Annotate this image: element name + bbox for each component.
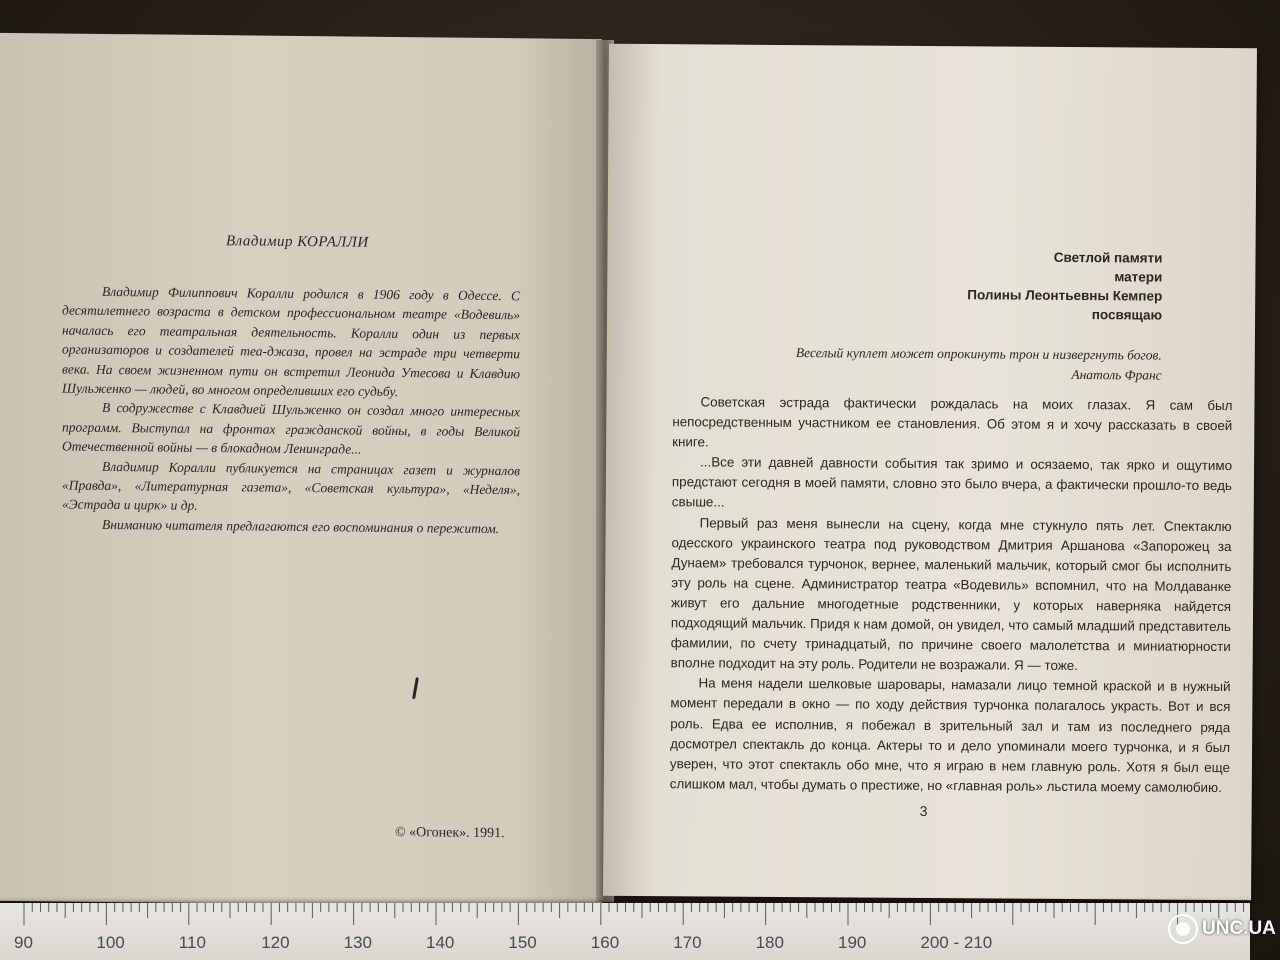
bio-paragraph: Вниманию читателя предлагаются его воспоминания о пережитом. [102,516,500,536]
right-page [603,44,1257,901]
epigraph-author: Анатоль Франс [1071,366,1162,383]
main-text [670,392,1233,798]
bio-paragraph: В содружестве с Клавдией Шульженко он создал много интересных программ. Выступал на фронтах гражданской войны, в годы Великой Отечественной войны — в блокадном Ленинграде... [62,400,520,457]
bio-paragraph: Владимир Коралли публикуется на страницах газет и журналов «Правда», «Литературная газета», «Советская культура», «Неделя», «Эстрада и цирк» и др. [62,458,520,514]
copyright-line: © «Огонек». 1991. [395,824,505,842]
dedication-line: Полины Леонтьевны Кемпер [967,287,1163,304]
page-number: 3 [919,802,928,819]
watermark-text: UNC.UA [1202,918,1276,939]
ruler-label: 160 [590,933,620,952]
watermark [1168,908,1276,950]
ruler-label: 200 - 210 [920,933,993,952]
author-title: Владимир КОРАЛЛИ [226,233,369,251]
body-paragraph: Советская эстрада фактически рождалась на моих глазах. Я сам был непосредственным участником ее становления. Об этом я и хочу рассказать в своей книге. [672,394,1233,450]
ruler-label: 180 [755,933,784,952]
bio-paragraph: Владимир Филиппович Коралли родился в 1906 году в Одессе. С десятилетнего возраста в детском профессиональном театре «Водевиль» началась его театральная деятельность. Коралли один из первых организаторов и создателей теа-джаза, провел на эстраде три четверти века. На своем жизненном пути он встретил Леонида Утесова и Клавдию Шульженко — людей, во многом определивших его судьбу. [62,283,520,400]
ruler [0,903,1250,960]
body-paragraph: Первый раз меня вынесли на сцену, когда мне стукнуло пять лет. Спектаклю одесского украинского театра под руководством Дмитрия Аршанова «Запорожец за Дунаем» требовался турчонок, вернее, маленький мальчик, который смог бы исполнить эту роль на сцене. Администратор театра «Водевиль» вспомнил, что на Молдаванке живут его дальние многодетные родственники, у которых наверняка найдется подходящий мальчик. Придя к нам домой, он увидел, что самый младший представитель фамилии, по счету тринадцатый, по причине своего малолетства и миниатюрности вполне подходит на эту роль. Родители не возражали. Я — тоже. [670,514,1232,674]
body-paragraph: На меня надели шелковые шаровары, намазали лицо темной краской и в нужный момент передали в окно — по ходу действия турчонка полагалось украсть. Вот и вся роль. Едва ее исполнив, я побежал в зрительный зал и там из последнего ряда досмотрел спектакль до конца. Актеры то и дело упоминали моего турчонка, и я был уверен, что этот спектакль обо мне, что я играю в нем главную роль. Хотя я был еще слишком мал, чтобы думать о престиже, но «главная роль» льстила моему самолюбию. [669,675,1231,795]
author-bio [62,281,520,538]
left-page [0,33,602,907]
body-paragraph: ...Все эти давней давности события так зримо и осязаемо, так ярко и ощутимо предстают сегодня в моей памяти, словно это было вчера, а фактически прошло-то ведь свыше... [671,454,1233,511]
ruler-label: 100 [96,933,125,952]
dedication-line: Светлой памяти [1053,249,1163,266]
ruler-label: 170 [673,933,702,952]
watermark-logo-icon [1168,914,1198,944]
ruler-label: 120 [261,933,290,952]
ruler-label: 150 [508,933,537,952]
epigraph [767,345,1162,384]
epigraph-text: Веселый куплет может опрокинуть трон и низвергнуть богов. [795,345,1162,363]
ruler-label: 90 [14,933,33,952]
dedication-line: посвящаю [1091,307,1163,323]
ruler-label: 110 [178,933,206,952]
ruler-label: 130 [343,933,372,952]
dedication [907,247,1163,325]
ruler-label: 140 [426,933,455,952]
ruler-label: 190 [838,933,867,952]
pen-mark [412,677,419,699]
dedication-line: матери [1114,269,1163,285]
